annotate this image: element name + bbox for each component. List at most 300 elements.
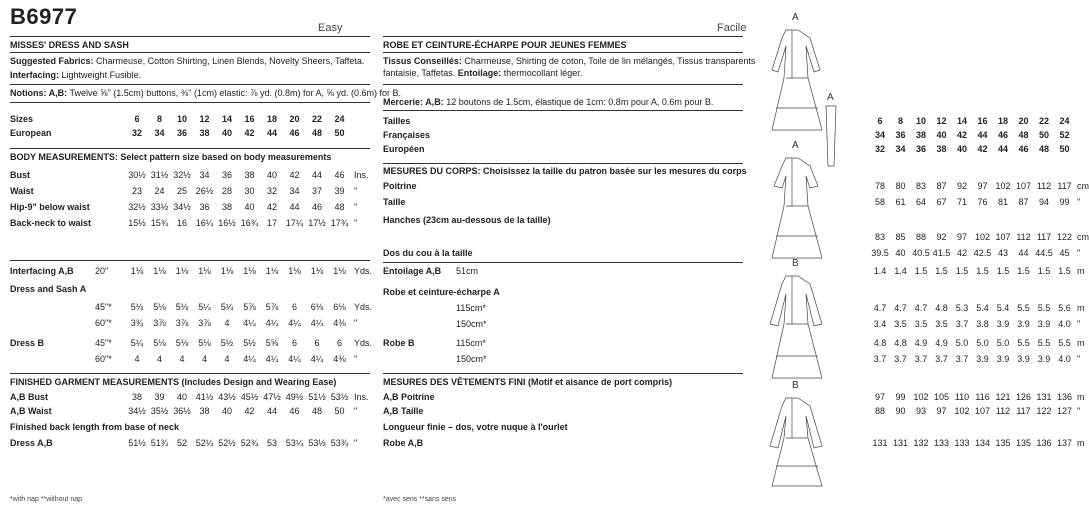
table-row <box>10 422 370 434</box>
cell-value: 16¼ <box>195 218 214 228</box>
table-row <box>10 392 370 404</box>
cell-value: 99 <box>895 392 906 402</box>
fabric-width: 51cm <box>456 266 479 276</box>
cell-value: 36 <box>199 202 210 212</box>
cell-value: 133 <box>933 438 950 448</box>
cell-value: 5.4 <box>996 303 1010 313</box>
unit-label: m <box>1077 266 1085 276</box>
row-label: Dress and Sash A <box>10 284 87 294</box>
cell-value: 5⅝ <box>265 338 279 348</box>
unit-label: " <box>1077 406 1081 416</box>
cell-value: 5¼ <box>198 302 211 312</box>
cell-value: 24 <box>1059 116 1070 126</box>
cell-value: 4.9 <box>935 338 948 348</box>
cell-value: 122 <box>1036 406 1052 416</box>
cell-value: 5⅛ <box>153 338 166 348</box>
cell-value: 24 <box>154 186 165 196</box>
cell-value: 76 <box>977 197 988 207</box>
cell-value: 16¾ <box>240 218 259 228</box>
cell-value: 1.5 <box>1037 266 1051 276</box>
cell-value: 107 <box>1015 181 1032 191</box>
unit-label: m <box>1077 438 1085 448</box>
table-row <box>10 438 370 450</box>
table-row <box>383 354 1081 366</box>
cell-value: 136 <box>1036 438 1052 448</box>
cell-value: 20 <box>1018 116 1029 126</box>
cell-value: 35½ <box>150 406 169 416</box>
cell-value: 3.5 <box>894 319 907 329</box>
cell-value: 102 <box>954 406 970 416</box>
cell-value: 97 <box>874 392 885 402</box>
unit-label: m <box>1077 338 1085 348</box>
divider <box>383 84 743 85</box>
cell-value: 3.9 <box>996 319 1010 329</box>
cell-value: 34½ <box>128 406 146 416</box>
cell-value: 5¼ <box>130 338 144 348</box>
cell-value: 52½ <box>218 438 236 448</box>
table-row <box>383 303 1085 315</box>
unit-label: m <box>1077 392 1085 402</box>
cell-value: 5.5 <box>1017 338 1030 348</box>
table-row <box>10 302 373 314</box>
cell-value: 1⅛ <box>130 266 144 276</box>
row-label: Hanches (23cm au-dessous de la taille) <box>383 215 551 225</box>
cell-value: 5½ <box>220 338 234 348</box>
row-label: Entoilage A,B <box>383 266 442 276</box>
cell-value: 44 <box>266 128 277 138</box>
cell-value: 67 <box>936 197 947 207</box>
finished-header-fr: MESURES DES VÊTEMENTS FINI (Motif et aisance de port compris) <box>383 377 673 387</box>
cell-value: 38 <box>131 392 142 402</box>
interfacing-line: Interfacing: Lightweight Fusible. <box>10 70 142 80</box>
cell-value: 1.5 <box>996 266 1010 276</box>
cell-value: 4 <box>156 354 162 364</box>
cell-value: 3.9 <box>976 354 989 364</box>
cell-value: 4¼ <box>288 318 301 328</box>
table-row <box>10 170 370 182</box>
row-label: Interfacing A,B <box>10 266 74 276</box>
cell-value: 4 <box>201 354 207 364</box>
table-row <box>383 406 1081 418</box>
cell-value: 127 <box>1056 406 1073 416</box>
cell-value: 50 <box>1059 144 1070 154</box>
cell-value: 5.0 <box>955 338 969 348</box>
cell-value: 90 <box>895 406 906 416</box>
fabric-width: 60"* <box>95 318 112 328</box>
cell-value: 3.7 <box>955 319 969 329</box>
row-label: Robe et ceinture-écharpe A <box>383 287 500 297</box>
divider <box>10 52 370 53</box>
fabrics-line-fr: Tissus Conseillés: Charmeuse, Shirting de coton, Toile de lin mélangés, Tissus transparents <box>383 56 756 66</box>
cell-value: 64 <box>915 197 926 207</box>
cell-value: 40.5 <box>912 248 930 258</box>
cell-value: 40 <box>221 406 232 416</box>
cell-value: 30½ <box>128 170 146 180</box>
cell-value: 102 <box>974 232 991 242</box>
cell-value: 131 <box>872 438 888 448</box>
cell-value: 38 <box>244 170 255 180</box>
table-row <box>383 422 743 434</box>
cell-value: 16 <box>176 218 187 228</box>
cell-value: 5⅛ <box>198 338 211 348</box>
cell-value: 30 <box>244 186 255 196</box>
cell-value: 4¼ <box>265 354 279 364</box>
cell-value: 8 <box>156 114 162 124</box>
cell-value: 32½ <box>128 202 146 212</box>
row-label: Robe A,B <box>383 438 424 448</box>
cell-value: 51¾ <box>150 438 169 448</box>
cell-value: 43½ <box>218 392 236 402</box>
cell-value: 126 <box>1015 392 1032 402</box>
cell-value: 92 <box>936 232 947 242</box>
table-row <box>383 248 1081 260</box>
cell-value: 5.0 <box>996 338 1010 348</box>
divider <box>383 262 743 263</box>
cell-value: 10 <box>176 114 187 124</box>
cell-value: 6 <box>314 338 320 348</box>
view-label: B <box>792 258 799 269</box>
cell-value: 4.7 <box>914 303 928 313</box>
cell-value: 3.5 <box>935 319 948 329</box>
cell-value: 85 <box>895 232 906 242</box>
cell-value: 3.8 <box>976 319 989 329</box>
cell-value: 42 <box>956 248 967 258</box>
cell-value: 87 <box>936 181 947 191</box>
cell-value: 41.5 <box>932 248 951 258</box>
fabric-width: 20" <box>95 266 109 276</box>
cell-value: 116 <box>975 392 990 402</box>
cell-value: 44 <box>977 130 988 140</box>
cell-value: 40 <box>221 128 232 138</box>
cell-value: 83 <box>915 181 926 191</box>
cell-value: 6 <box>134 114 140 124</box>
cell-value: 5⅛ <box>175 338 189 348</box>
cell-value: 43 <box>997 248 1008 258</box>
view-a-illustration-2 <box>772 140 822 258</box>
cell-value: 112 <box>1016 232 1031 242</box>
view-b-illustration-1 <box>770 258 822 378</box>
cell-value: 117 <box>1036 232 1052 242</box>
cell-value: 5¼ <box>220 302 234 312</box>
cell-value: 1⅛ <box>198 266 211 276</box>
table-row <box>10 128 370 140</box>
fabric-width: 45"* <box>95 338 112 348</box>
cell-value: 36 <box>176 128 187 138</box>
cell-value: 122 <box>1056 232 1073 242</box>
cell-value: 5.5 <box>1058 338 1071 348</box>
view-label: B <box>792 380 799 391</box>
row-label: Européen <box>383 144 425 154</box>
cell-value: 16 <box>244 114 255 124</box>
cell-value: 5.0 <box>976 338 989 348</box>
cell-value: 78 <box>874 181 885 191</box>
cell-value: 40 <box>895 248 906 258</box>
view-a-sash <box>826 92 836 166</box>
cell-value: 5⅛ <box>130 302 144 312</box>
cell-value: 26½ <box>195 186 214 196</box>
cell-value: 46 <box>997 130 1008 140</box>
cell-value: 58 <box>874 197 885 207</box>
cell-value: 107 <box>995 232 1011 242</box>
pattern-code: B6977 <box>10 4 78 29</box>
cell-value: 4¼ <box>243 354 256 364</box>
cell-value: 4¼ <box>265 318 279 328</box>
table-row <box>383 197 1081 209</box>
row-label: Robe B <box>383 338 415 348</box>
cell-value: 5.6 <box>1058 303 1071 313</box>
unit-label: " <box>354 438 358 448</box>
cell-value: 4.8 <box>894 338 907 348</box>
cell-value: 52 <box>176 438 187 448</box>
cell-value: 51½ <box>128 438 146 448</box>
cell-value: 105 <box>933 392 950 402</box>
difficulty-label-fr: Facile <box>717 22 747 34</box>
cell-value: 34 <box>289 186 300 196</box>
cell-value: 6⅛ <box>310 302 324 312</box>
cell-value: 44 <box>311 170 322 180</box>
cell-value: 40 <box>244 202 255 212</box>
table-row <box>383 144 1070 156</box>
body-measurements-header-fr: MESURES DU CORPS: Choisissez la taille du patron basée sur les mesures du corps <box>383 166 747 176</box>
cell-value: 34 <box>874 130 885 140</box>
cell-value: 24 <box>334 114 345 124</box>
cell-value: 39.5 <box>871 248 889 258</box>
row-label: Dress A,B <box>10 438 53 448</box>
cell-value: 136 <box>1056 392 1073 402</box>
cell-value: 33½ <box>150 202 169 212</box>
cell-value: 48 <box>311 128 322 138</box>
cell-value: 135 <box>1015 438 1032 448</box>
cell-value: 16 <box>977 116 988 126</box>
cell-value: 110 <box>954 392 970 402</box>
table-row <box>383 130 1070 142</box>
cell-value: 16½ <box>218 218 236 228</box>
cell-value: 3.7 <box>873 354 887 364</box>
fabrics-line-fr-2: fantaisie, Taffetas. Entoilage: thermocollant léger. <box>383 68 583 78</box>
finished-header: FINISHED GARMENT MEASUREMENTS (Includes Design and Wearing Ease) <box>10 377 337 387</box>
cell-value: 134 <box>974 438 991 448</box>
cell-value: 44 <box>289 202 300 212</box>
left-title: MISSES' DRESS AND SASH <box>10 40 129 50</box>
cell-value: 53¼ <box>285 438 304 448</box>
cell-value: 8 <box>897 116 903 126</box>
cell-value: 4.9 <box>914 338 928 348</box>
cell-value: 44.5 <box>1035 248 1053 258</box>
cell-value: 97 <box>936 406 947 416</box>
cell-value: 46 <box>289 406 300 416</box>
table-row <box>383 438 1085 450</box>
cell-value: 42 <box>266 202 277 212</box>
cell-value: 80 <box>895 181 906 191</box>
cell-value: 40 <box>176 392 187 402</box>
cell-value: 81 <box>997 197 1008 207</box>
fabric-width: 150cm* <box>456 319 487 329</box>
cell-value: 47½ <box>263 392 281 402</box>
cell-value: 1⅛ <box>288 266 301 276</box>
cell-value: 97 <box>956 232 967 242</box>
cell-value: 107 <box>974 406 991 416</box>
cell-value: 42.5 <box>973 248 992 258</box>
cell-value: 51½ <box>308 392 326 402</box>
cell-value: 52¾ <box>240 438 259 448</box>
cell-value: 1⅛ <box>220 266 234 276</box>
cell-value: 53½ <box>330 392 349 402</box>
cell-value: 1⅛ <box>243 266 256 276</box>
garment-illustrations <box>752 8 857 488</box>
cell-value: 25 <box>176 186 187 196</box>
cell-value: 34 <box>895 144 906 154</box>
cell-value: 46 <box>1018 144 1029 154</box>
cell-value: 38 <box>199 406 210 416</box>
divider <box>383 373 743 374</box>
cell-value: 34 <box>154 128 165 138</box>
cell-value: 44 <box>997 144 1008 154</box>
cell-value: 41½ <box>195 392 214 402</box>
cell-value: 45 <box>1059 248 1070 258</box>
cell-value: 50 <box>1038 130 1049 140</box>
cell-value: 32½ <box>173 170 191 180</box>
cell-value: 3¾ <box>130 318 144 328</box>
cell-value: 44 <box>266 406 277 416</box>
cell-value: 83 <box>874 232 885 242</box>
table-row <box>10 266 373 278</box>
table-row <box>10 218 370 230</box>
cell-value: 32 <box>874 144 885 154</box>
view-label: A <box>792 140 799 151</box>
cell-value: 4¼ <box>288 354 301 364</box>
cell-value: 39 <box>154 392 165 402</box>
cell-value: 49½ <box>285 392 304 402</box>
cell-value: 5.3 <box>955 303 969 313</box>
cell-value: 52 <box>1059 130 1070 140</box>
table-row <box>10 186 370 198</box>
unit-label: " <box>1077 248 1081 258</box>
cell-value: 5½ <box>243 338 256 348</box>
cell-value: 42 <box>244 128 255 138</box>
view-a-illustration-1 <box>772 12 822 130</box>
cell-value: 46 <box>311 202 322 212</box>
cell-value: 39 <box>334 186 345 196</box>
table-row <box>383 392 1085 404</box>
cell-value: 32 <box>266 186 277 196</box>
cell-value: 4 <box>224 354 230 364</box>
cell-value: 1.5 <box>914 266 928 276</box>
table-row <box>10 318 370 330</box>
cell-value: 12 <box>199 114 210 124</box>
table-row <box>10 338 373 350</box>
cell-value: 102 <box>995 181 1011 191</box>
cell-value: 4¼ <box>310 318 324 328</box>
cell-value: 38 <box>915 130 926 140</box>
cell-value: 5⅞ <box>265 302 279 312</box>
cell-value: 17½ <box>308 218 326 228</box>
cell-value: 5.4 <box>976 303 989 313</box>
cell-value: 15¾ <box>150 218 169 228</box>
cell-value: 48 <box>311 406 322 416</box>
cell-value: 53½ <box>308 438 326 448</box>
cell-value: 6⅛ <box>333 302 346 312</box>
table-row <box>383 116 1070 128</box>
fabric-width: 115cm* <box>456 303 486 313</box>
cell-value: 42 <box>956 130 967 140</box>
divider <box>383 36 743 37</box>
right-title: ROBE ET CEINTURE-ÉCHARPE POUR JEUNES FEMMES <box>383 40 627 50</box>
table-row <box>10 202 370 214</box>
cell-value: 42 <box>977 144 988 154</box>
cell-value: 137 <box>1056 438 1073 448</box>
table-row <box>383 215 743 227</box>
cell-value: 5.5 <box>1017 303 1030 313</box>
cell-value: 14 <box>221 114 232 124</box>
unit-label: " <box>354 186 358 196</box>
cell-value: 20 <box>289 114 300 124</box>
table-row <box>383 266 1085 278</box>
cell-value: 4¼ <box>310 354 324 364</box>
cell-value: 4¼ <box>243 318 256 328</box>
row-label: A,B Waist <box>10 406 52 416</box>
cell-value: 1⅛ <box>333 266 346 276</box>
fabric-width: 150cm* <box>456 354 487 364</box>
view-label: A <box>792 12 799 23</box>
divider <box>10 84 370 85</box>
unit-label: " <box>354 202 358 212</box>
row-label: Dos du cou à la taille <box>383 248 473 258</box>
cell-value: 50 <box>334 128 345 138</box>
unit-label: Yds. <box>354 338 373 348</box>
cell-value: 3.9 <box>1017 354 1030 364</box>
cell-value: 5⅛ <box>153 302 166 312</box>
cell-value: 132 <box>913 438 929 448</box>
cell-value: 52¼ <box>195 438 214 448</box>
row-label: A,B Bust <box>10 392 48 402</box>
cell-value: 40 <box>956 144 967 154</box>
unit-label: " <box>1077 197 1081 207</box>
cell-value: 99 <box>1059 197 1070 207</box>
cell-value: 40 <box>936 130 947 140</box>
row-label: A,B Taille <box>383 406 424 416</box>
cell-value: 87 <box>1018 197 1029 207</box>
table-row <box>383 232 1089 244</box>
cell-value: 3.9 <box>1017 319 1030 329</box>
difficulty-label: Easy <box>318 22 343 34</box>
table-row <box>10 354 370 366</box>
unit-label: Ins. <box>354 170 369 180</box>
cell-value: 4.8 <box>873 338 887 348</box>
cell-value: 1.4 <box>873 266 887 276</box>
cell-value: 31½ <box>150 170 169 180</box>
cell-value: 102 <box>913 392 929 402</box>
divider <box>10 260 370 261</box>
row-label: European <box>10 128 52 138</box>
table-row <box>383 181 1089 193</box>
cell-value: 5⅞ <box>243 302 256 312</box>
cell-value: 3.9 <box>1037 354 1051 364</box>
cell-value: 46 <box>334 170 345 180</box>
cell-value: 23 <box>131 186 142 196</box>
row-label: Finished back length from base of neck <box>10 422 180 432</box>
cell-value: 42 <box>244 406 255 416</box>
row-label: Tailles <box>383 116 411 126</box>
cell-value: 36 <box>895 130 906 140</box>
table-row <box>383 287 743 299</box>
cell-value: 5.5 <box>1037 338 1051 348</box>
unit-label: Yds. <box>354 266 373 276</box>
row-label: Françaises <box>383 130 431 140</box>
cell-value: 4.0 <box>1058 319 1071 329</box>
cell-value: 36 <box>221 170 232 180</box>
row-label: Poitrine <box>383 181 417 191</box>
table-row <box>383 338 1085 350</box>
